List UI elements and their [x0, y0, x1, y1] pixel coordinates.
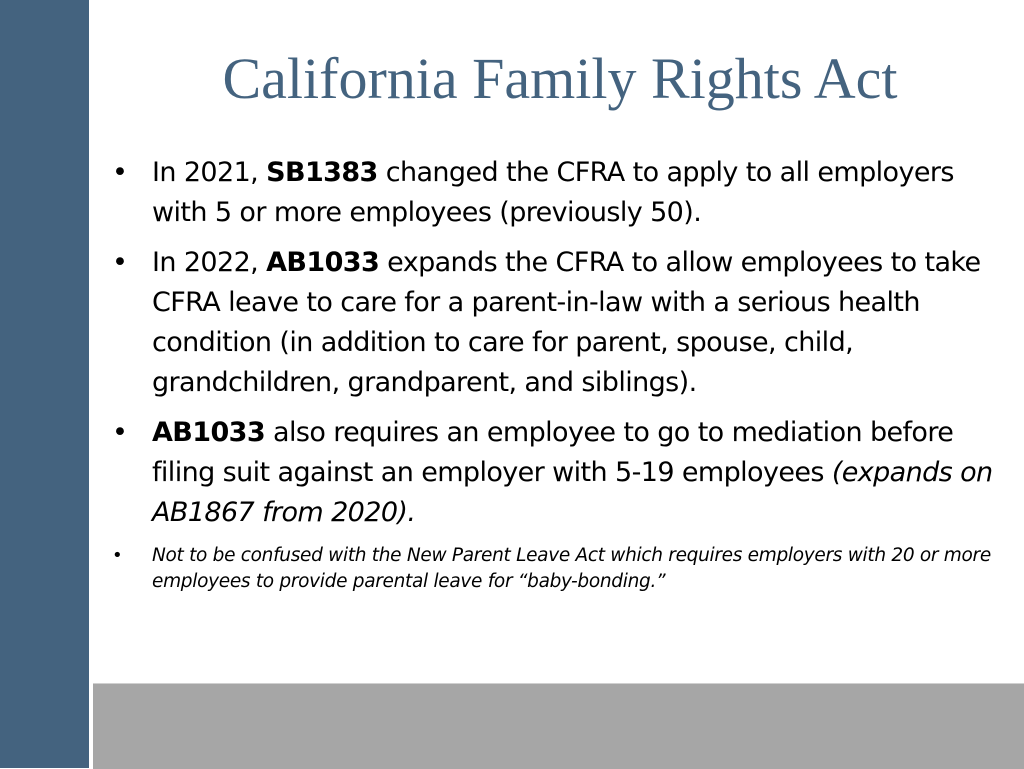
bullet-icon: • [112, 545, 123, 566]
bullet-icon: • [112, 157, 128, 188]
bullet-list [110, 153, 1010, 605]
bullet-item-sb1383 [110, 153, 1010, 233]
bullet-text: AB1033 also requires an employee to go to mediation before filing suit against an employer with 5-19 employees (expands on AB1867 from 2020). [152, 417, 993, 528]
bullet-item-ab1033-mediation [110, 413, 1010, 533]
bullet-text: Not to be confused with the New Parent Leave Act which requires employers with 20 or more employees to provide parental leave for “baby-bonding.” [152, 545, 991, 592]
bullet-item-ab1033-expansion [110, 243, 1010, 403]
bullet-icon: • [112, 417, 128, 448]
bullet-item-new-parent-leave-note [110, 543, 1010, 595]
bullet-text: In 2022, AB1033 expands the CFRA to allow employees to take CFRA leave to care for a parent-in-law with a serious health condition (in addition to care for parent, spouse, child, grandchildren, grandparent, and siblings). [152, 247, 981, 398]
bullet-text: In 2021, SB1383 changed the CFRA to apply to all employers with 5 or more employees (previously 50). [152, 157, 954, 228]
footer-bar [93, 683, 1024, 769]
left-accent-bar [0, 0, 89, 768]
slide-title: California Family Rights Act [222, 46, 898, 111]
bullet-icon: • [112, 247, 128, 278]
